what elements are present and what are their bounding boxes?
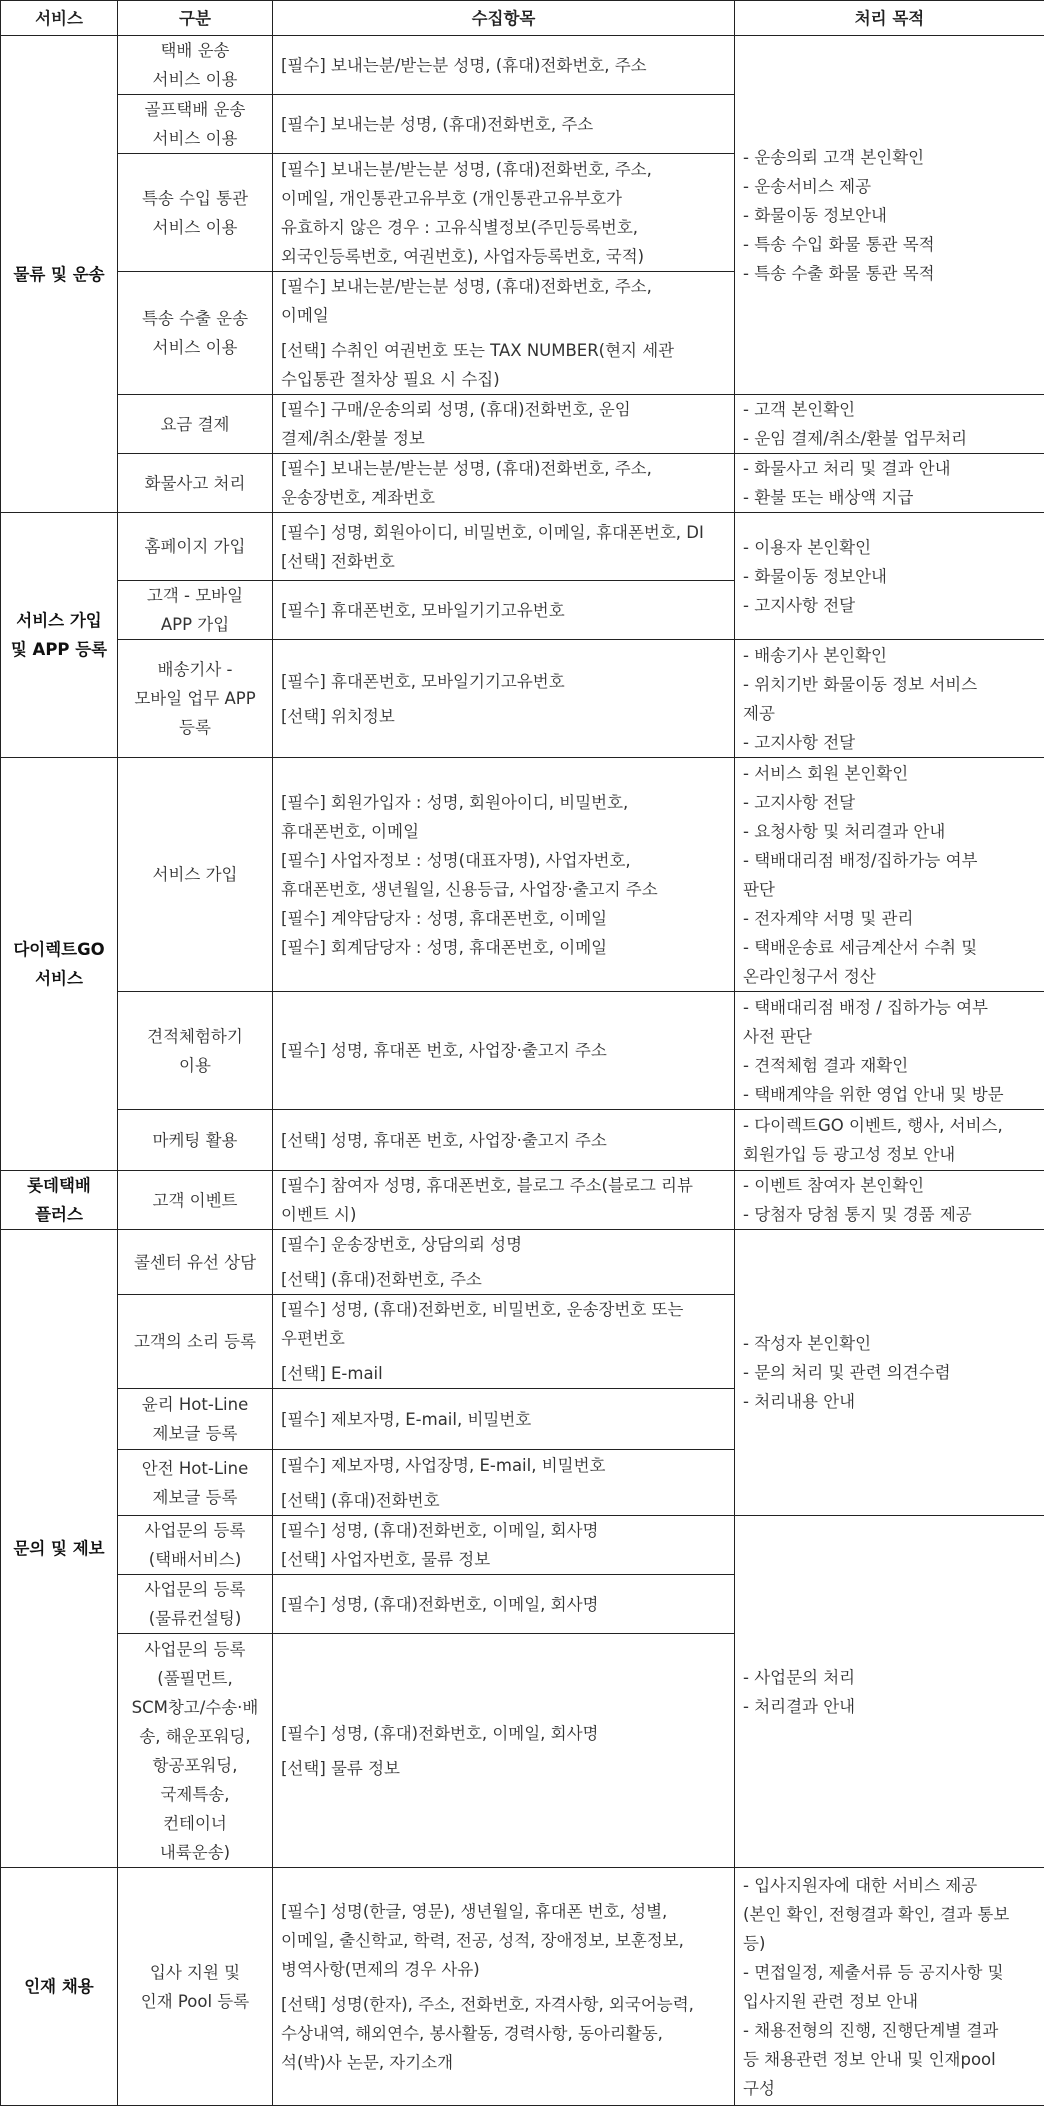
category-cell bbox=[118, 513, 273, 581]
cell-text-line: 판단 bbox=[743, 875, 1036, 904]
header-category: 구분 bbox=[118, 1, 273, 36]
cell-text-line: 서비스 bbox=[5, 964, 113, 993]
service-cell-plus bbox=[1, 1171, 118, 1230]
header-items: 수집항목 bbox=[273, 1, 735, 36]
cell-text-line: - 택배계약을 위한 영업 안내 및 방문 bbox=[743, 1080, 1036, 1109]
cell-text-line: [선택] (휴대)전화번호 bbox=[281, 1486, 726, 1515]
cell-text-line: (물류컨설팅) bbox=[126, 1604, 264, 1633]
cell-text-line: 등록 bbox=[126, 713, 264, 742]
cell-text-line: - 당첨자 당첨 통지 및 경품 제공 bbox=[743, 1200, 1036, 1229]
cell-text-line: 배송기사 - bbox=[126, 655, 264, 684]
cell-text-line: - 전자계약 서명 및 관리 bbox=[743, 904, 1036, 933]
cell-text-line: - 작성자 본인확인 bbox=[743, 1329, 1036, 1358]
cell-text-line: 이메일, 출신학교, 학력, 전공, 성적, 장애정보, 보훈정보, bbox=[281, 1926, 726, 1955]
items-cell bbox=[273, 1575, 735, 1634]
cell-text-line: [선택] 사업자번호, 물류 정보 bbox=[281, 1545, 726, 1574]
cell-text-line: 마케팅 활용 bbox=[126, 1126, 264, 1155]
table-row bbox=[1, 1110, 1044, 1171]
category-cell bbox=[118, 1171, 273, 1230]
items-cell bbox=[273, 1389, 735, 1450]
cell-text-line: - 처리내용 안내 bbox=[743, 1387, 1036, 1416]
cell-text-line: - 요청사항 및 처리결과 안내 bbox=[743, 817, 1036, 846]
cell-text-line: 고객 이벤트 bbox=[126, 1186, 264, 1215]
cell-text-line: 다이렉트GO bbox=[5, 935, 113, 964]
purpose-cell bbox=[735, 513, 1044, 640]
cell-text-line: 유효하지 않은 경우 : 고유식별정보(주민등록번호, bbox=[281, 213, 726, 242]
cell-text-line: [필수] 성명, (휴대)전화번호, 이메일, 회사명 bbox=[281, 1590, 726, 1619]
items-cell bbox=[273, 1295, 735, 1389]
cell-text-line: 등) bbox=[743, 1929, 1036, 1958]
purpose-cell bbox=[735, 1230, 1044, 1516]
cell-text-line: 제공 bbox=[743, 699, 1036, 728]
items-cell bbox=[273, 454, 735, 513]
cell-text-line: 구성 bbox=[743, 2074, 1036, 2103]
items-cell bbox=[273, 395, 735, 454]
cell-text-line: 인재 채용 bbox=[5, 1972, 113, 2001]
cell-text-line: [선택] 성명(한자), 주소, 전화번호, 자격사항, 외국어능력, bbox=[281, 1990, 726, 2019]
cell-text-line: 서비스 이용 bbox=[126, 124, 264, 153]
purpose-cell bbox=[735, 1868, 1044, 2106]
category-cell bbox=[118, 36, 273, 95]
cell-text-line: - 문의 처리 및 관련 의견수렴 bbox=[743, 1358, 1036, 1387]
cell-text-line: 서비스 이용 bbox=[126, 65, 264, 94]
cell-text-line: - 위치기반 화물이동 정보 서비스 bbox=[743, 670, 1036, 699]
items-cell bbox=[273, 36, 735, 95]
service-cell-signup bbox=[1, 513, 118, 758]
cell-text-line: [선택] 위치정보 bbox=[281, 702, 726, 731]
category-cell bbox=[118, 95, 273, 154]
header-purpose: 처리 목적 bbox=[735, 1, 1044, 36]
category-cell bbox=[118, 1516, 273, 1575]
cell-text-line: - 다이렉트GO 이벤트, 행사, 서비스, bbox=[743, 1111, 1036, 1140]
cell-text-line: [필수] 구매/운송의뢰 성명, (휴대)전화번호, 운임 bbox=[281, 395, 726, 424]
cell-text-line: - 서비스 회원 본인확인 bbox=[743, 759, 1036, 788]
cell-text-line: 외국인등록번호, 여권번호), 사업자등록번호, 국적) bbox=[281, 242, 726, 271]
cell-text-line: 롯데택배 bbox=[5, 1171, 113, 1200]
cell-text-line: - 택배운송료 세금계산서 수취 및 bbox=[743, 933, 1036, 962]
cell-text-line: - 특송 수출 화물 통관 목적 bbox=[743, 259, 1036, 288]
cell-text-line: [필수] 성명, (휴대)전화번호, 이메일, 회사명 bbox=[281, 1516, 726, 1545]
cell-text-line: 병역사항(면제의 경우 사유) bbox=[281, 1955, 726, 1984]
cell-text-line: [필수] 성명(한글, 영문), 생년월일, 휴대폰 번호, 성별, bbox=[281, 1897, 726, 1926]
items-cell bbox=[273, 640, 735, 758]
cell-text-line: - 입사지원자에 대한 서비스 제공 bbox=[743, 1871, 1036, 1900]
cell-text-line: [선택] 수취인 여권번호 또는 TAX NUMBER(현지 세관 bbox=[281, 336, 726, 365]
items-cell bbox=[273, 154, 735, 272]
cell-text-line: - 견적체험 결과 재확인 bbox=[743, 1051, 1036, 1080]
category-cell bbox=[118, 581, 273, 640]
cell-text-line: [필수] 보내는분/받는분 성명, (휴대)전화번호, 주소, bbox=[281, 272, 726, 301]
cell-text-line: [필수] 운송장번호, 상담의뢰 성명 bbox=[281, 1230, 726, 1259]
category-cell bbox=[118, 1110, 273, 1171]
cell-text-line: 이메일 bbox=[281, 301, 726, 330]
cell-text-line: 및 APP 등록 bbox=[5, 635, 113, 664]
category-cell bbox=[118, 1230, 273, 1295]
cell-text-line: 사업문의 등록 bbox=[126, 1516, 264, 1545]
cell-text-line: 화물사고 처리 bbox=[126, 469, 264, 498]
table-header-row bbox=[1, 1, 1044, 36]
category-cell bbox=[118, 992, 273, 1110]
table-row bbox=[1, 1171, 1044, 1230]
cell-text-line: 국제특송, bbox=[126, 1780, 264, 1809]
cell-text-line: 제보글 등록 bbox=[126, 1419, 264, 1448]
cell-text-line: - 택배대리점 배정/집하가능 여부 bbox=[743, 846, 1036, 875]
cell-text-line: 골프택배 운송 bbox=[126, 95, 264, 124]
items-cell bbox=[273, 1230, 735, 1295]
cell-text-line: [선택] 물류 정보 bbox=[281, 1754, 726, 1783]
items-cell bbox=[273, 992, 735, 1110]
cell-text-line: 회원가입 등 광고성 정보 안내 bbox=[743, 1140, 1036, 1169]
cell-text-line: 우편번호 bbox=[281, 1324, 726, 1353]
cell-text-line: 요금 결제 bbox=[126, 410, 264, 439]
items-cell bbox=[273, 758, 735, 992]
cell-text-line: 내륙운송) bbox=[126, 1838, 264, 1867]
cell-text-line: 안전 Hot-Line bbox=[126, 1454, 264, 1483]
table-row bbox=[1, 992, 1044, 1110]
purpose-cell bbox=[735, 395, 1044, 454]
cell-text-line: 등 채용관련 정보 안내 및 인재pool bbox=[743, 2045, 1036, 2074]
cell-text-line: 수입통관 절차상 필요 시 수집) bbox=[281, 365, 726, 394]
cell-text-line: 특송 수입 통관 bbox=[126, 184, 264, 213]
items-cell bbox=[273, 95, 735, 154]
cell-text-line: [필수] 보내는분/받는분 성명, (휴대)전화번호, 주소, bbox=[281, 155, 726, 184]
category-cell bbox=[118, 1634, 273, 1868]
cell-text-line: - 특송 수입 화물 통관 목적 bbox=[743, 230, 1036, 259]
cell-text-line: [필수] 휴대폰번호, 모바일기기고유번호 bbox=[281, 596, 726, 625]
cell-text-line: 사업문의 등록 bbox=[126, 1575, 264, 1604]
cell-text-line: 서비스 가입 bbox=[5, 606, 113, 635]
cell-text-line: 송, 해운포워딩, bbox=[126, 1722, 264, 1751]
table-row bbox=[1, 454, 1044, 513]
table-row bbox=[1, 395, 1044, 454]
table-row bbox=[1, 1868, 1044, 2106]
cell-text-line: 이메일, 개인통관고유부호 (개인통관고유부호가 bbox=[281, 184, 726, 213]
category-cell bbox=[118, 154, 273, 272]
items-cell bbox=[273, 1868, 735, 2106]
cell-text-line: 고객의 소리 등록 bbox=[126, 1327, 264, 1356]
cell-text-line: 수상내역, 해외연수, 봉사활동, 경력사항, 동아리활동, bbox=[281, 2019, 726, 2048]
cell-text-line: - 화물이동 정보안내 bbox=[743, 562, 1036, 591]
cell-text-line: [필수] 회계담당자 : 성명, 휴대폰번호, 이메일 bbox=[281, 933, 726, 962]
cell-text-line: - 고지사항 전달 bbox=[743, 591, 1036, 620]
table-row bbox=[1, 513, 1044, 581]
cell-text-line: [선택] 전화번호 bbox=[281, 547, 726, 576]
cell-text-line: 결제/취소/환불 정보 bbox=[281, 424, 726, 453]
items-cell bbox=[273, 1634, 735, 1868]
cell-text-line: APP 가입 bbox=[126, 610, 264, 639]
items-cell bbox=[273, 1110, 735, 1171]
items-cell bbox=[273, 1516, 735, 1575]
cell-text-line: 서비스 이용 bbox=[126, 333, 264, 362]
cell-text-line: [필수] 휴대폰번호, 모바일기기고유번호 bbox=[281, 667, 726, 696]
cell-text-line: 서비스 가입 bbox=[126, 860, 264, 889]
cell-text-line: 사업문의 등록 bbox=[126, 1635, 264, 1664]
cell-text-line: 물류 및 운송 bbox=[5, 260, 113, 289]
cell-text-line: 휴대폰번호, 이메일 bbox=[281, 817, 726, 846]
cell-text-line: 입사지원 관련 정보 안내 bbox=[743, 1987, 1036, 2016]
cell-text-line: 사전 판단 bbox=[743, 1022, 1036, 1051]
cell-text-line: - 배송기사 본인확인 bbox=[743, 641, 1036, 670]
cell-text-line: 모바일 업무 APP bbox=[126, 684, 264, 713]
cell-text-line: 온라인청구서 정산 bbox=[743, 962, 1036, 991]
cell-text-line: 운송장번호, 계좌번호 bbox=[281, 483, 726, 512]
purpose-cell bbox=[735, 640, 1044, 758]
table-row bbox=[1, 36, 1044, 95]
category-cell bbox=[118, 1450, 273, 1516]
cell-text-line: - 이벤트 참여자 본인확인 bbox=[743, 1171, 1036, 1200]
cell-text-line: 홈페이지 가입 bbox=[126, 532, 264, 561]
cell-text-line: 휴대폰번호, 생년월일, 신용등급, 사업장·출고지 주소 bbox=[281, 875, 726, 904]
cell-text-line: 콜센터 유선 상담 bbox=[126, 1248, 264, 1277]
cell-text-line: - 운송서비스 제공 bbox=[743, 172, 1036, 201]
cell-text-line: (택배서비스) bbox=[126, 1545, 264, 1574]
cell-text-line: - 운임 결제/취소/환불 업무처리 bbox=[743, 424, 1036, 453]
cell-text-line: 석(박)사 논문, 자기소개 bbox=[281, 2048, 726, 2077]
service-cell-directgo bbox=[1, 758, 118, 1171]
cell-text-line: 이용 bbox=[126, 1051, 264, 1080]
cell-text-line: - 고지사항 전달 bbox=[743, 728, 1036, 757]
category-cell bbox=[118, 272, 273, 395]
cell-text-line: - 택배대리점 배정 / 집하가능 여부 bbox=[743, 993, 1036, 1022]
category-cell bbox=[118, 758, 273, 992]
purpose-cell bbox=[735, 454, 1044, 513]
cell-text-line: - 채용전형의 진행, 진행단계별 결과 bbox=[743, 2016, 1036, 2045]
cell-text-line: [선택] 성명, 휴대폰 번호, 사업장·출고지 주소 bbox=[281, 1126, 726, 1155]
cell-text-line: 플러스 bbox=[5, 1200, 113, 1229]
cell-text-line: 견적체험하기 bbox=[126, 1022, 264, 1051]
cell-text-line: [필수] 성명, (휴대)전화번호, 이메일, 회사명 bbox=[281, 1719, 726, 1748]
category-cell bbox=[118, 640, 273, 758]
cell-text-line: - 사업문의 처리 bbox=[743, 1663, 1036, 1692]
items-cell bbox=[273, 272, 735, 395]
table-row bbox=[1, 640, 1044, 758]
cell-text-line: - 고객 본인확인 bbox=[743, 395, 1036, 424]
cell-text-line: [필수] 보내는분 성명, (휴대)전화번호, 주소 bbox=[281, 110, 726, 139]
service-cell-recruit bbox=[1, 1868, 118, 2106]
cell-text-line: 문의 및 제보 bbox=[5, 1534, 113, 1563]
cell-text-line: (풀필먼트, bbox=[126, 1664, 264, 1693]
purpose-cell bbox=[735, 758, 1044, 992]
category-cell bbox=[118, 1295, 273, 1389]
cell-text-line: - 고지사항 전달 bbox=[743, 788, 1036, 817]
items-cell bbox=[273, 513, 735, 581]
cell-text-line: - 화물이동 정보안내 bbox=[743, 201, 1036, 230]
cell-text-line: [필수] 제보자명, 사업장명, E-mail, 비밀번호 bbox=[281, 1451, 726, 1480]
cell-text-line: [필수] 성명, 휴대폰 번호, 사업장·출고지 주소 bbox=[281, 1036, 726, 1065]
cell-text-line: 택배 운송 bbox=[126, 36, 264, 65]
table-row bbox=[1, 758, 1044, 992]
cell-text-line: - 이용자 본인확인 bbox=[743, 533, 1036, 562]
cell-text-line: 특송 수출 운송 bbox=[126, 304, 264, 333]
category-cell bbox=[118, 1868, 273, 2106]
cell-text-line: 서비스 이용 bbox=[126, 213, 264, 242]
cell-text-line: [필수] 참여자 성명, 휴대폰번호, 블로그 주소(블로그 리뷰 bbox=[281, 1171, 726, 1200]
cell-text-line: (본인 확인, 전형결과 확인, 결과 통보 bbox=[743, 1900, 1036, 1929]
purpose-cell bbox=[735, 1110, 1044, 1171]
cell-text-line: [필수] 제보자명, E-mail, 비밀번호 bbox=[281, 1405, 726, 1434]
items-cell bbox=[273, 581, 735, 640]
cell-text-line: 이벤트 시) bbox=[281, 1200, 726, 1229]
cell-text-line: [필수] 계약담당자 : 성명, 휴대폰번호, 이메일 bbox=[281, 904, 726, 933]
cell-text-line: - 환불 또는 배상액 지급 bbox=[743, 483, 1036, 512]
table-row bbox=[1, 1230, 1044, 1295]
cell-text-line: SCM창고/수송·배 bbox=[126, 1693, 264, 1722]
category-cell bbox=[118, 395, 273, 454]
cell-text-line: [필수] 성명, 회원아이디, 비밀번호, 이메일, 휴대폰번호, DI bbox=[281, 518, 726, 547]
category-cell bbox=[118, 1575, 273, 1634]
purpose-cell bbox=[735, 36, 1044, 395]
cell-text-line: - 운송의뢰 고객 본인확인 bbox=[743, 143, 1036, 172]
cell-text-line: [필수] 보내는분/받는분 성명, (휴대)전화번호, 주소 bbox=[281, 51, 726, 80]
cell-text-line: 제보글 등록 bbox=[126, 1483, 264, 1512]
cell-text-line: [필수] 성명, (휴대)전화번호, 비밀번호, 운송장번호 또는 bbox=[281, 1295, 726, 1324]
cell-text-line: [선택] (휴대)전화번호, 주소 bbox=[281, 1265, 726, 1294]
cell-text-line: 입사 지원 및 bbox=[126, 1958, 264, 1987]
cell-text-line: [필수] 보내는분/받는분 성명, (휴대)전화번호, 주소, bbox=[281, 454, 726, 483]
cell-text-line: [필수] 사업자정보 : 성명(대표자명), 사업자번호, bbox=[281, 846, 726, 875]
cell-text-line: 고객 - 모바일 bbox=[126, 581, 264, 610]
service-cell-inquiry bbox=[1, 1230, 118, 1868]
cell-text-line: 윤리 Hot-Line bbox=[126, 1390, 264, 1419]
cell-text-line: 컨테이너 bbox=[126, 1809, 264, 1838]
items-cell bbox=[273, 1171, 735, 1230]
header-service: 서비스 bbox=[1, 1, 118, 36]
category-cell bbox=[118, 454, 273, 513]
cell-text-line: - 화물사고 처리 및 결과 안내 bbox=[743, 454, 1036, 483]
cell-text-line: - 면접일정, 제출서류 등 공지사항 및 bbox=[743, 1958, 1036, 1987]
cell-text-line: [선택] E-mail bbox=[281, 1359, 726, 1388]
cell-text-line: 인재 Pool 등록 bbox=[126, 1987, 264, 2016]
cell-text-line: [필수] 회원가입자 : 성명, 회원아이디, 비밀번호, bbox=[281, 788, 726, 817]
items-cell bbox=[273, 1450, 735, 1516]
purpose-cell bbox=[735, 1516, 1044, 1868]
table-row bbox=[1, 1516, 1044, 1575]
purpose-cell bbox=[735, 1171, 1044, 1230]
service-cell-logistics bbox=[1, 36, 118, 513]
purpose-cell bbox=[735, 992, 1044, 1110]
cell-text-line: - 처리결과 안내 bbox=[743, 1692, 1036, 1721]
cell-text-line: 항공포워딩, bbox=[126, 1751, 264, 1780]
category-cell bbox=[118, 1389, 273, 1450]
